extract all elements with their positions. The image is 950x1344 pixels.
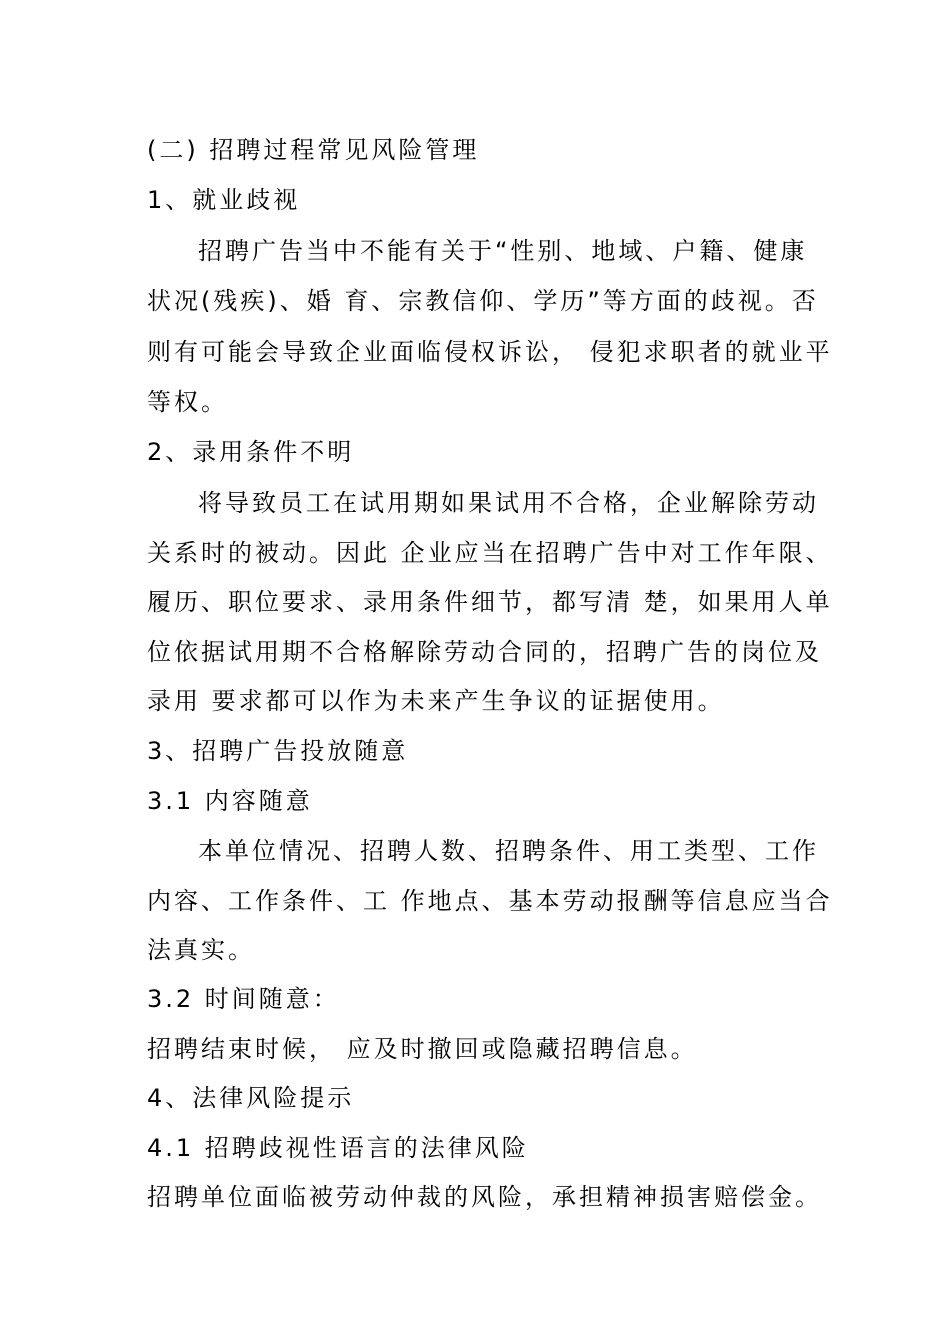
section-title: (二) 招聘过程常见风险管理 [147,136,480,164]
subheading-content: 3.1 内容随意 [147,787,313,815]
heading-hiring-conditions: 2、录用条件不明 [147,438,355,466]
subheading-discriminatory-language: 4.1 招聘歧视性语言的法律风险 [147,1134,529,1162]
heading-ad-placement: 3、招聘广告投放随意 [147,737,409,765]
paragraph-line: 状况(残疾)、婚 育、宗教信仰、学历”等方面的歧视。否 [147,287,819,315]
paragraph-line: 内容、工作条件、工 作地点、基本劳动报酬等信息应当合 [147,887,833,915]
paragraph-line: 招聘单位面临被劳动仲裁的风险，承担精神损害赔偿金。 [147,1183,822,1211]
paragraph-line: 关系时的被动。因此 企业应当在招聘广告中对工作年限、 [147,539,833,567]
paragraph-line: 录用 要求都可以作为未来产生争议的证据使用。 [147,687,725,715]
subheading-timing: 3.2 时间随意： [147,985,340,1013]
paragraph-line: 本单位情况、招聘人数、招聘条件、用工类型、工作 [198,837,819,865]
paragraph-line: 位依据试用期不合格解除劳动合同的，招聘广告的岗位及 [147,638,822,666]
paragraph-line: 招聘广告当中不能有关于“性别、地域、户籍、健康 [198,237,808,265]
paragraph-line: 则有可能会导致企业面临侵权诉讼， 侵犯求职者的就业平 [147,338,833,366]
paragraph-line: 法真实。 [147,936,255,964]
heading-employment-discrimination: 1、就业歧视 [147,186,301,214]
paragraph-line: 将导致员工在试用期如果试用不合格，企业解除劳动 [198,489,819,517]
paragraph-line: 履历、职位要求、录用条件细节，都写清 楚，如果用人单 [147,588,833,616]
paragraph-line: 等权。 [147,388,228,416]
heading-legal-risk: 4、法律风险提示 [147,1084,355,1112]
paragraph-line: 招聘结束时候， 应及时撤回或隐藏招聘信息。 [147,1035,698,1063]
